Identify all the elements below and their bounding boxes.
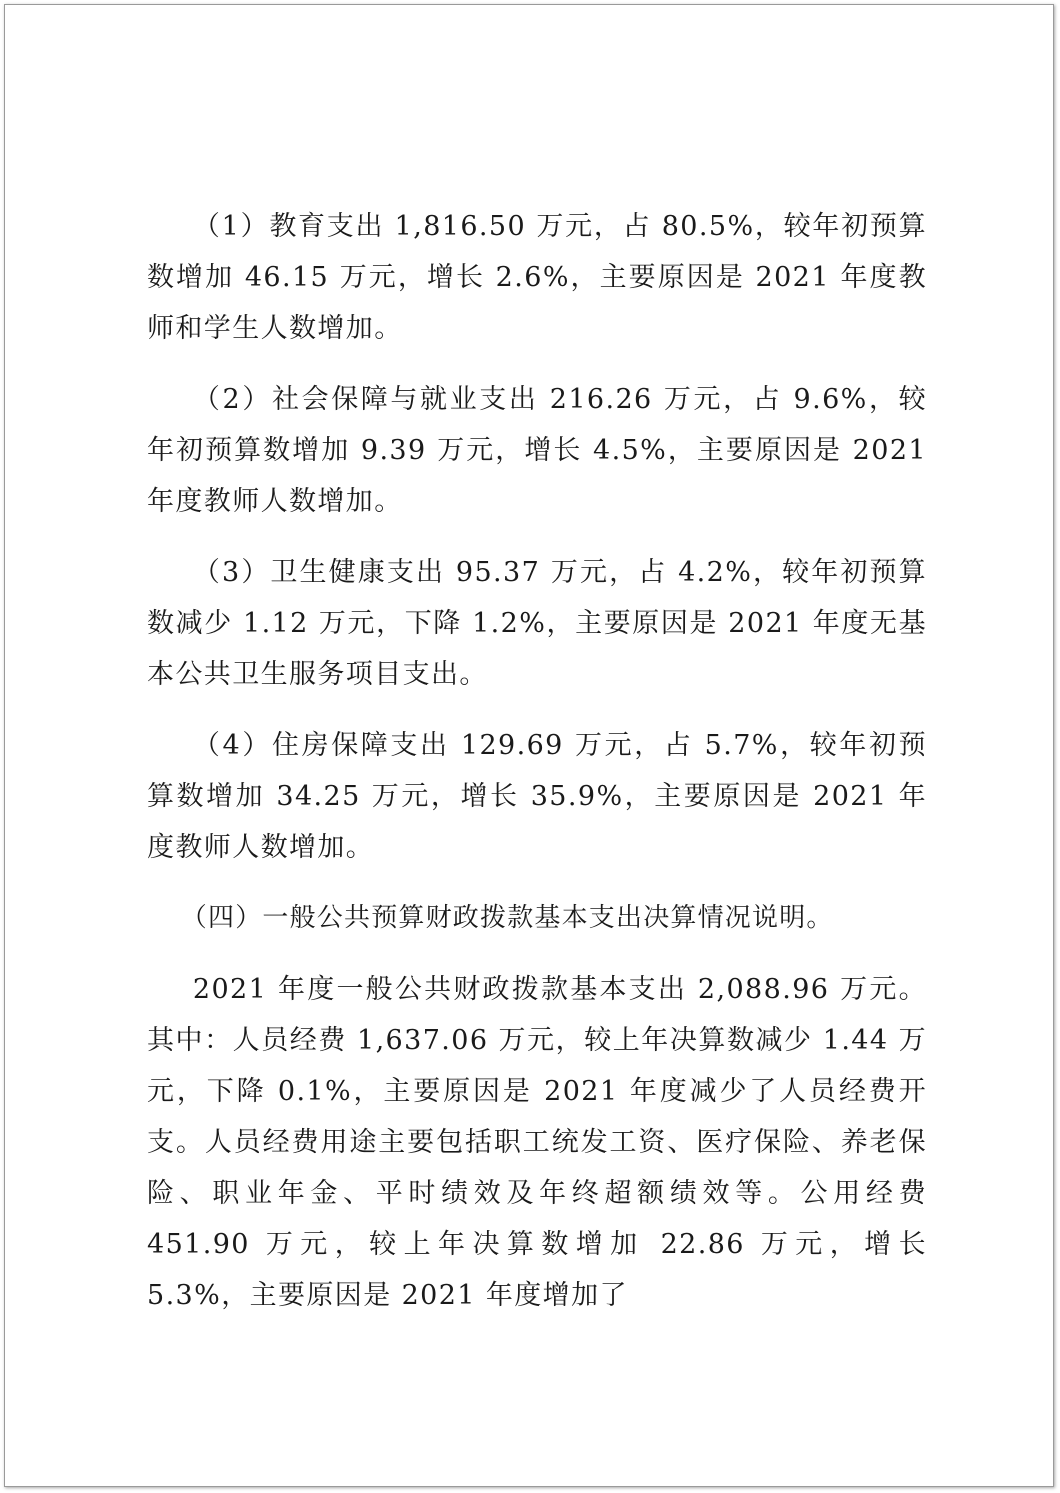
document-page	[4, 4, 1054, 1487]
paragraph-gap	[147, 527, 927, 547]
paragraph-gap	[147, 354, 927, 374]
paragraph-gap	[147, 700, 927, 720]
paragraph-social-security-expense: （2）社会保障与就业支出 216.26 万元，占 9.6%，较年初预算数增加 9.39 万元，增长 4.5%，主要原因是 2021 年度教师人数增加。	[147, 384, 927, 517]
document-body	[147, 201, 927, 1321]
paragraph-health-expense: （3）卫生健康支出 95.37 万元，占 4.2%，较年初预算数减少 1.12 万元，下降 1.2%，主要原因是 2021 年度无基本公共卫生服务项目支出。	[147, 557, 927, 690]
paragraph-gap	[147, 944, 927, 964]
section-heading: （四）一般公共预算财政拨款基本支出决算情况说明。	[180, 903, 834, 933]
paragraph-gap	[147, 873, 927, 893]
paragraph-basic-expense-summary: 2021 年度一般公共财政拨款基本支出 2,088.96 万元。其中：人员经费 1,637.06 万元，较上年决算数减少 1.44 万元，下降 0.1%，主要原因是 2021 年度减少了人员经费开支。人员经费用途主要包括职工统发工资、医疗保险、养老保险、职业年金、平时绩效及年终超额绩效等。公用经费 451.90 万元，较上年决算数增加 22.86 万元，增长 5.3%，主要原因是 2021 年度增加了	[147, 974, 927, 1311]
paragraph-housing-expense: （4）住房保障支出 129.69 万元，占 5.7%，较年初预算数增加 34.25 万元，增长 35.9%，主要原因是 2021 年度教师人数增加。	[147, 730, 927, 863]
paragraph-education-expense: （1）教育支出 1,816.50 万元，占 80.5%，较年初预算数增加 46.15 万元，增长 2.6%，主要原因是 2021 年度教师和学生人数增加。	[147, 211, 927, 344]
